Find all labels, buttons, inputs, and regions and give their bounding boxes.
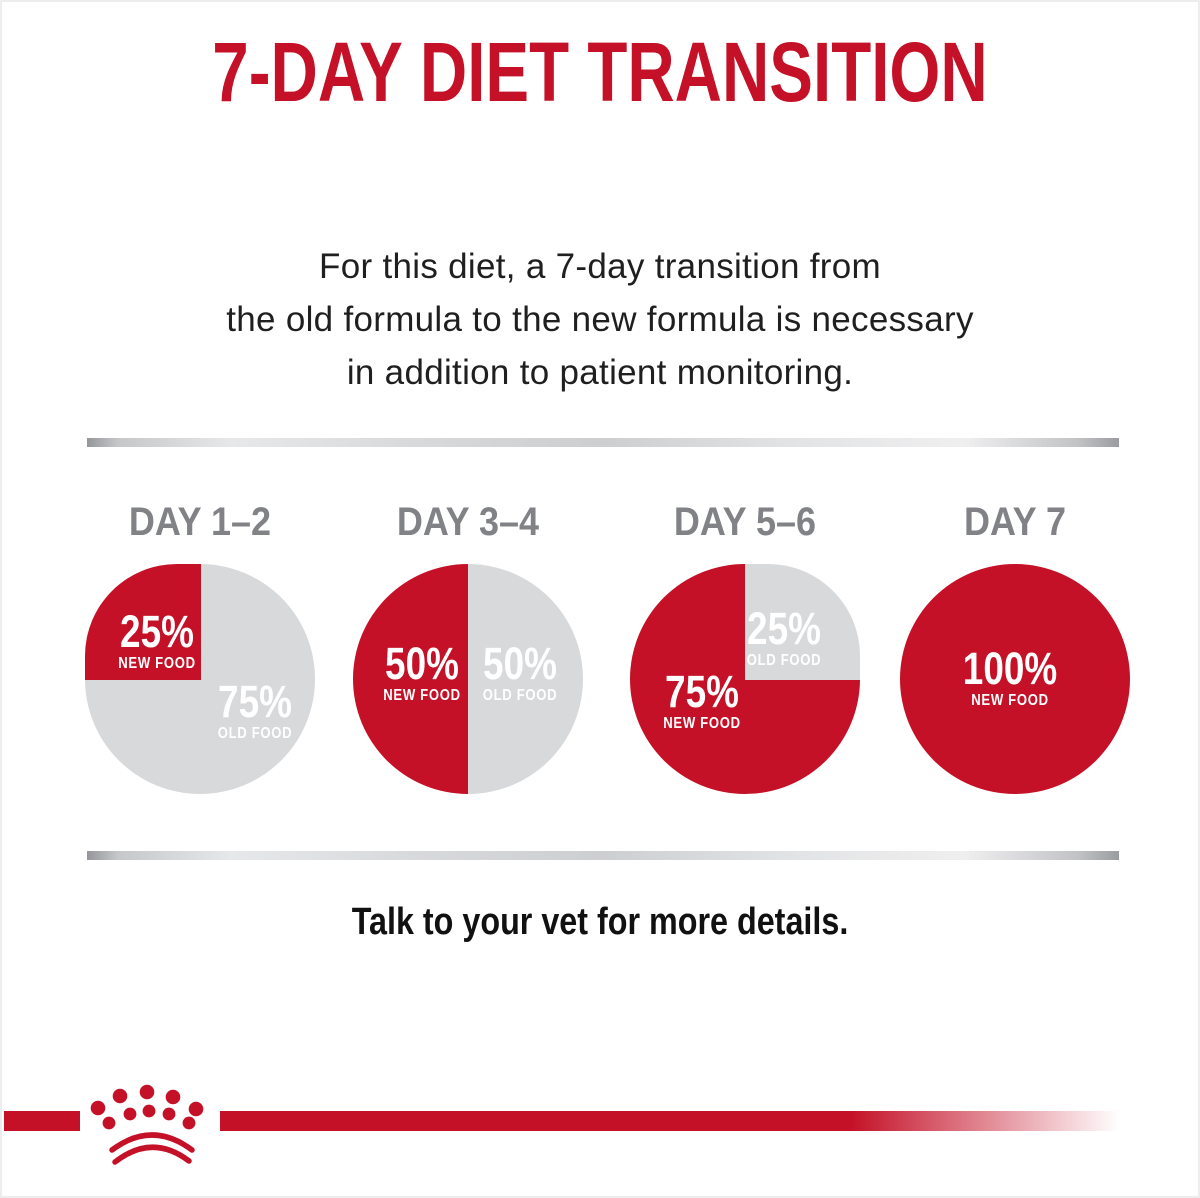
slice-food-type: NEW FOOD [383,687,461,704]
brand-bar-right [220,1111,1120,1131]
day-7-heading: DAY 7 [963,500,1067,544]
vet-note: Talk to your vet for more details. [351,901,849,943]
day-3-4-heading: DAY 3–4 [396,500,540,544]
intro-line-2: the old formula to the new formula is necessary [226,300,974,339]
brand-bar-left [4,1111,80,1131]
intro-line-1: For this diet, a 7-day transition from [319,247,881,286]
day-1-2-section [85,500,315,794]
day-1-2-heading: DAY 1–2 [128,500,272,544]
pie-chart-day-3-4 [353,564,583,794]
pie-chart-day-1-2 [85,564,315,794]
new-food-slice-label [383,638,461,705]
old-food-slice-label [746,603,822,670]
old-food-slice-label [217,676,293,743]
intro-paragraph [2,240,1198,399]
intro-line-3: in addition to patient monitoring. [346,353,854,392]
pie-chart-day-5-6 [630,564,860,794]
royal-canin-crown-icon [82,1084,222,1174]
day-5-6-section [630,500,860,794]
day-7-section [900,500,1130,794]
slice-food-type: NEW FOOD [663,715,741,732]
day-3-4-section [353,500,583,794]
bottom-divider [87,851,1119,860]
slice-food-type: OLD FOOD [482,687,558,704]
slice-percent: 100% [962,643,1058,694]
new-food-slice-label [118,606,196,673]
slice-percent: 25% [120,606,194,657]
slice-percent: 75% [665,666,739,717]
slice-percent: 50% [385,638,459,689]
new-food-slice-label [962,643,1058,710]
day-5-6-heading: DAY 5–6 [673,500,817,544]
slice-percent: 50% [483,638,557,689]
slice-food-type: OLD FOOD [746,652,822,669]
old-food-slice-label [482,638,558,705]
page-title: 7-DAY DIET TRANSITION [212,25,988,119]
pie-chart-day-7 [900,564,1130,794]
slice-food-type: NEW FOOD [118,655,196,672]
slice-percent: 75% [218,676,292,727]
slice-food-type: OLD FOOD [217,725,293,742]
new-food-slice-label [663,666,741,733]
slice-food-type: NEW FOOD [971,692,1049,709]
top-divider [87,438,1119,447]
slice-percent: 25% [747,603,821,654]
